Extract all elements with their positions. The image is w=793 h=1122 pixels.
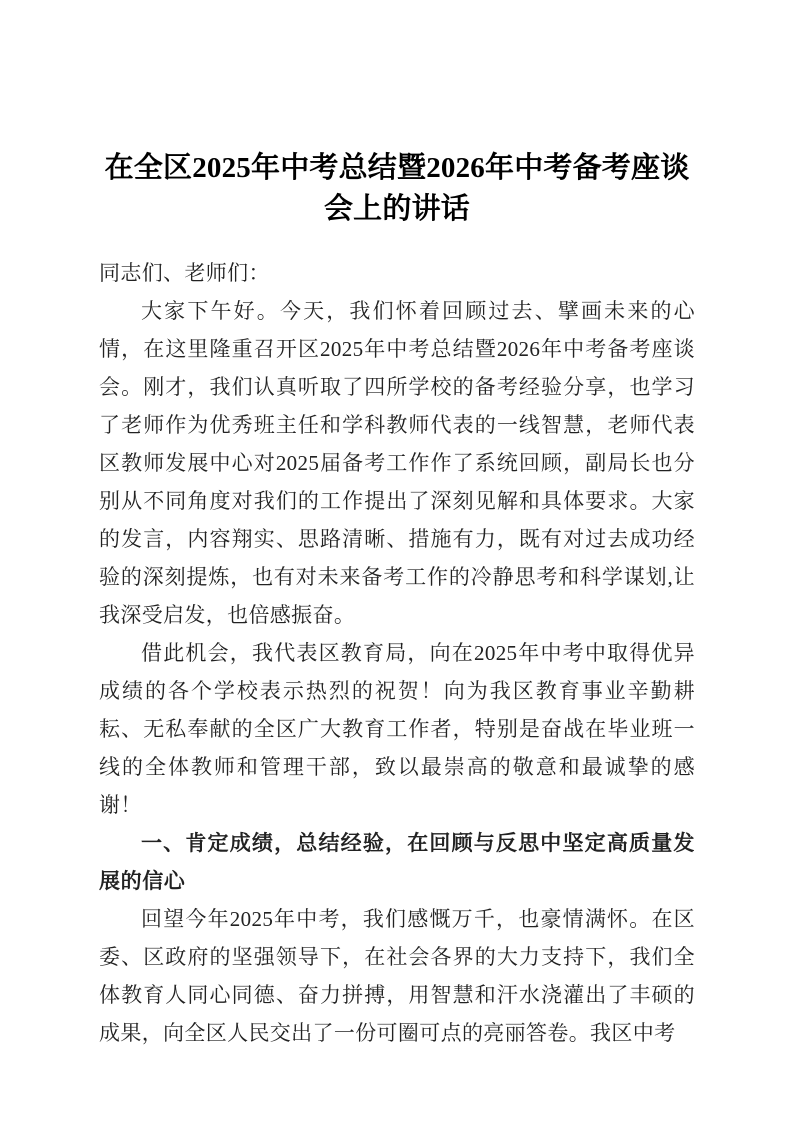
page-title: 在全区2025年中考总结暨2026年中考备考座谈会上的讲话: [104, 152, 690, 225]
section-heading-one: 一、肯定成绩，总结经验，在回顾与反思中坚定高质量发展的信心: [99, 831, 695, 893]
paragraph-congratulations: 借此机会，我代表区教育局，向在2025年中考中取得优异成绩的各个学校表示热烈的祝贺！向为我区教育事业辛勤耕耘、无私奉献的全区广大教育工作者，特别是奋战在毕业班一线的全体教师和管理干部，致以最崇高的敬意和最诚挚的感谢！: [99, 641, 695, 817]
salutation: 同志们、老师们：: [99, 261, 270, 285]
document-content: [99, 148, 695, 1052]
paragraph-opening-remarks: 大家下午好。今天，我们怀着回顾过去、擘画未来的心情，在这里隆重召开区2025年中考总结暨2026年中考备考座谈会。刚才，我们认真听取了四所学校的备考经验分享，也学习了老师作为优秀班主任和学科教师代表的一线智慧，老师代表区教师发展中心对2025届备考工作作了系统回顾，副局长也分别从不同角度对我们的工作提出了深刻见解和具体要求。大家的发言，内容翔实、思路清晰、措施有力，既有对过去成功经验的深刻提炼，也有对未来备考工作的冷静思考和科学谋划,让我深受启发，也倍感振奋。: [99, 299, 695, 627]
paragraph-review-2025: 回望今年2025年中考，我们感慨万千，也豪情满怀。在区委、区政府的坚强领导下，在社会各界的大力支持下，我们全体教育人同心同德、奋力拼搏，用智慧和汗水浇灌出了丰硕的成果，向全区人民交出了一份可圈可点的亮丽答卷。我区中考: [99, 907, 695, 1045]
